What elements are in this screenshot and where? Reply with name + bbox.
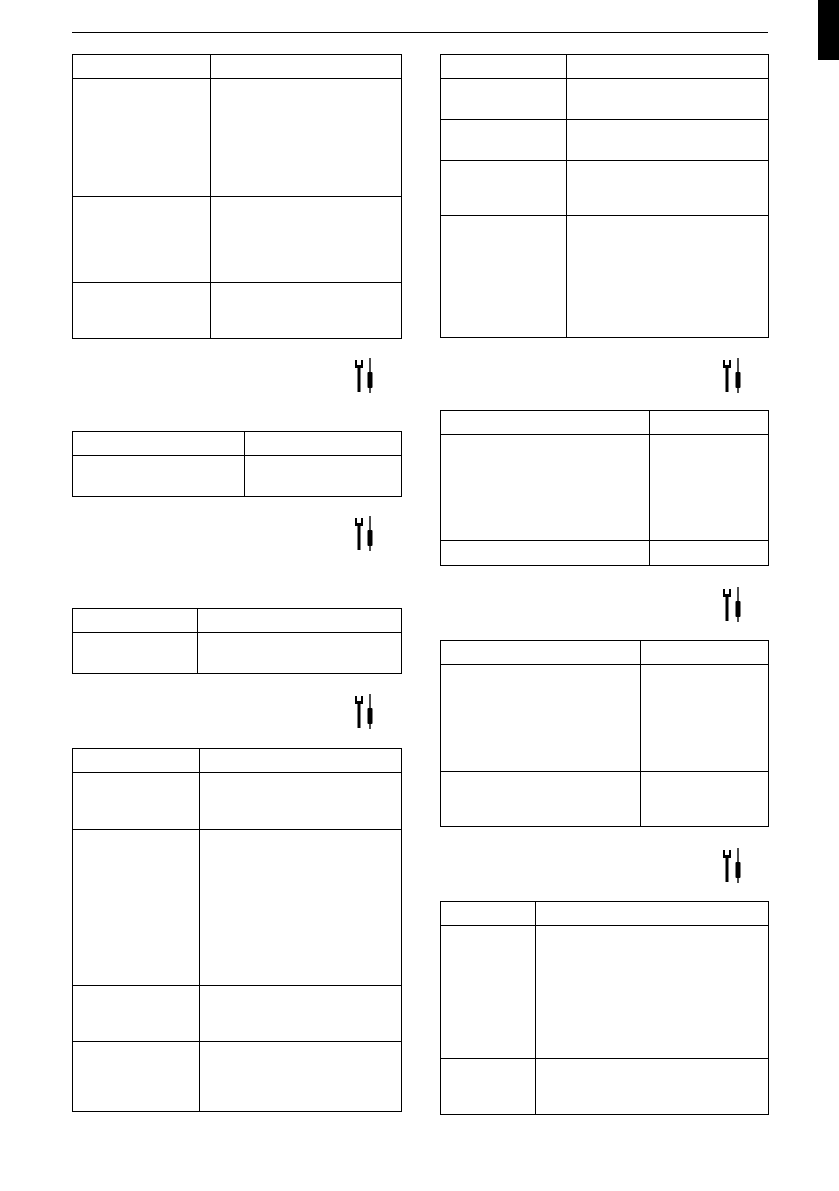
table-cell: [441, 541, 650, 566]
table-cell: [73, 1042, 200, 1112]
table-cell: [73, 283, 211, 339]
table-cell: [641, 641, 769, 665]
table-cell: [73, 79, 211, 197]
table-l2: [72, 431, 402, 497]
table-cell: [198, 633, 402, 674]
table-row: [73, 283, 402, 339]
table-cell: [650, 541, 769, 566]
tools-icon: [720, 358, 746, 394]
table-header-row: [441, 641, 769, 665]
table-row: [73, 633, 402, 674]
table-cell: [211, 55, 402, 79]
table-cell: [73, 749, 200, 773]
table-row: [441, 665, 769, 772]
table-cell: [198, 609, 402, 633]
table-cell: [245, 456, 402, 497]
table-r4: [440, 901, 769, 1115]
table-cell: [211, 197, 402, 283]
table-cell: [441, 1059, 536, 1115]
table-header-row: [73, 432, 402, 456]
table-cell: [200, 749, 402, 773]
table-cell: [73, 432, 245, 456]
table-row: [441, 1059, 769, 1115]
table-cell: [536, 1059, 769, 1115]
table-cell: [536, 926, 769, 1059]
table-row: [441, 541, 769, 566]
table-row: [441, 161, 769, 216]
table-cell: [211, 79, 402, 197]
tools-icon: [720, 848, 746, 884]
table-cell: [441, 55, 567, 79]
table-row: [441, 772, 769, 827]
table-cell: [441, 411, 650, 435]
table-cell: [441, 772, 641, 827]
table-l3: [72, 608, 402, 674]
table-cell: [73, 456, 245, 497]
table-cell: [441, 926, 536, 1059]
table-cell: [200, 986, 402, 1042]
table-cell: [73, 830, 200, 986]
table-header-row: [441, 55, 769, 79]
table-cell: [441, 79, 567, 120]
table-cell: [650, 435, 769, 541]
table-row: [441, 79, 769, 120]
table-cell: [536, 902, 769, 926]
table-row: [73, 197, 402, 283]
tools-icon: [352, 694, 378, 730]
table-cell: [567, 161, 769, 216]
table-cell: [441, 161, 567, 216]
table-row: [441, 926, 769, 1059]
table-cell: [73, 633, 198, 674]
table-cell: [567, 216, 769, 338]
table-cell: [567, 79, 769, 120]
table-row: [73, 773, 402, 830]
table-cell: [73, 197, 211, 283]
table-row: [73, 986, 402, 1042]
table-r2: [440, 410, 769, 566]
table-cell: [567, 120, 769, 161]
table-row: [73, 1042, 402, 1112]
table-cell: [73, 55, 211, 79]
table-cell: [441, 216, 567, 338]
table-cell: [73, 773, 200, 830]
table-cell: [441, 902, 536, 926]
table-cell: [211, 283, 402, 339]
table-cell: [641, 772, 769, 827]
table-cell: [441, 665, 641, 772]
table-cell: [200, 1042, 402, 1112]
table-cell: [567, 55, 769, 79]
table-cell: [200, 830, 402, 986]
table-l4: [72, 748, 402, 1112]
table-cell: [73, 609, 198, 633]
table-header-row: [441, 902, 769, 926]
page-edge-tab: [818, 0, 839, 60]
table-row: [441, 435, 769, 541]
table-header-row: [73, 609, 402, 633]
table-cell: [73, 986, 200, 1042]
table-row: [73, 79, 402, 197]
table-header-row: [73, 749, 402, 773]
tools-icon: [352, 516, 378, 552]
table-r3: [440, 640, 769, 827]
table-cell: [441, 120, 567, 161]
header-rule: [72, 32, 768, 33]
table-cell: [441, 641, 641, 665]
table-cell: [441, 435, 650, 541]
table-l1: [72, 54, 402, 339]
table-cell: [650, 411, 769, 435]
tools-icon: [352, 358, 378, 394]
table-row: [73, 830, 402, 986]
table-header-row: [73, 55, 402, 79]
table-row: [441, 120, 769, 161]
table-r1: [440, 54, 769, 338]
table-row: [441, 216, 769, 338]
table-header-row: [441, 411, 769, 435]
table-cell: [641, 665, 769, 772]
table-cell: [200, 773, 402, 830]
table-row: [73, 456, 402, 497]
table-cell: [245, 432, 402, 456]
tools-icon: [720, 587, 746, 623]
